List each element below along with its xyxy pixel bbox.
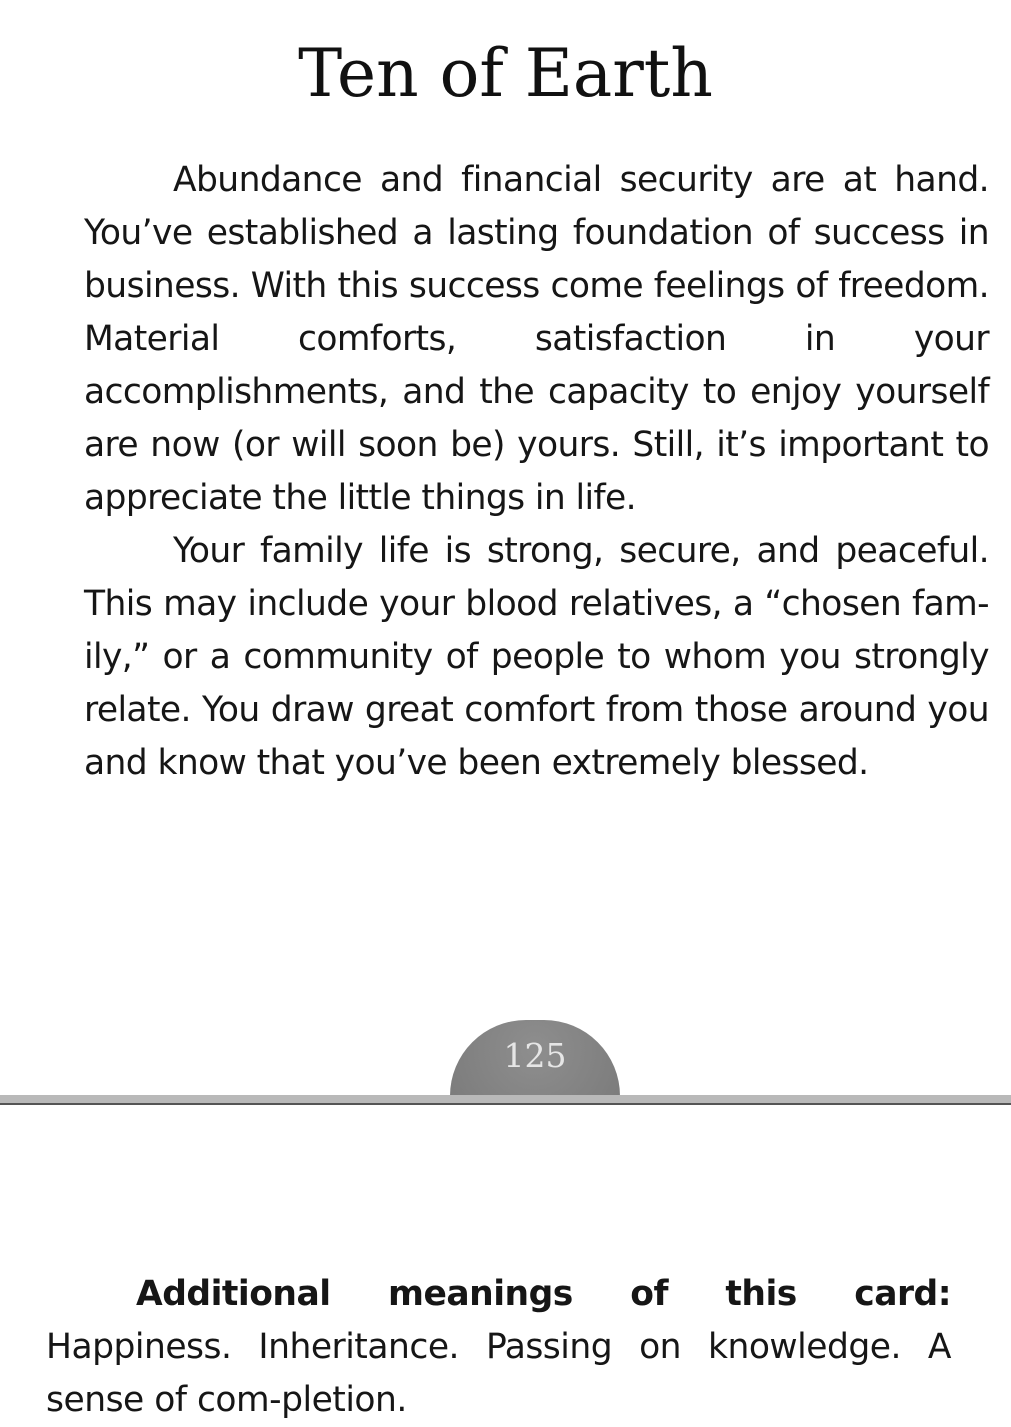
paragraph-abundance: Abundance and financial security are at hand. You’ve established a lasting foundation of success in business. With this success come feelings of freedom. Material comforts, satisfaction in your accomplishments, and the capacity to enjoy yourself are now (or will soon be) yours. Still, it’s important to appreciate the little things in life. — [84, 160, 989, 518]
additional-meanings-label: Additional meanings of this card: — [136, 1274, 951, 1314]
card-title: Ten of Earth — [298, 35, 713, 112]
card-description — [84, 154, 989, 790]
additional-meanings — [46, 1268, 951, 1427]
page-number-badge — [450, 1020, 620, 1096]
paragraph-family: Your family life is strong, secure, and peaceful. This may include your blood relatives, a “chosen fam-ily,” or a community of people to whom you strongly relate. You draw great comfort from those around you and know that you’ve been extremely blessed. — [84, 531, 989, 783]
page-number: 125 — [503, 1036, 567, 1075]
page-divider — [0, 1095, 1011, 1105]
additional-meanings-text: Happiness. Inheritance. Passing on knowledge. A sense of com-pletion. — [46, 1327, 951, 1420]
